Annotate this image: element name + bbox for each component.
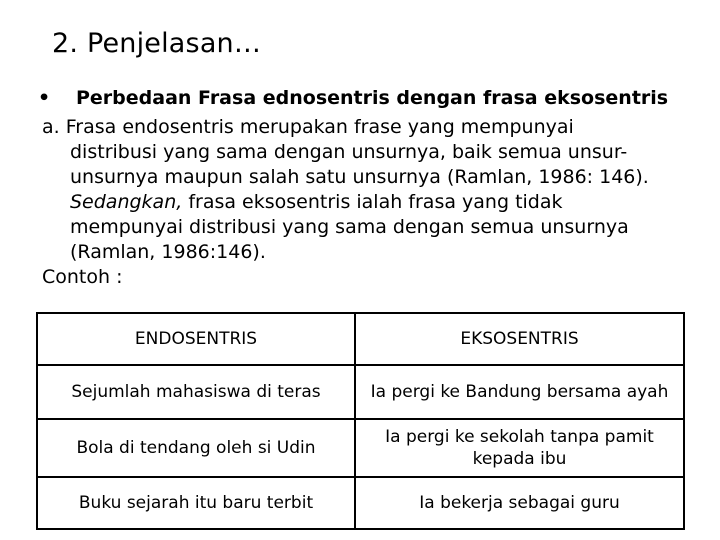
bullet-heading — [32, 86, 692, 111]
table-header-cell: EKSOSENTRIS — [355, 313, 684, 365]
paragraph-line-2: distribusi yang sama dengan unsurnya, baik semua unsur- — [70, 141, 628, 163]
paragraph-line-4 — [32, 190, 692, 215]
table-row — [37, 365, 684, 419]
paragraph-line-3: unsurnya maupun salah satu unsurnya (Ramlan, 1986: 146). — [70, 166, 649, 188]
table-cell: Buku sejarah itu baru terbit — [37, 477, 355, 529]
slide-title: 2. Penjelasan… — [52, 28, 262, 59]
definition-paragraph — [32, 115, 692, 290]
paragraph-line-6: (Ramlan, 1986:146). — [70, 241, 266, 263]
table-header-cell: ENDOSENTRIS — [37, 313, 355, 365]
paragraph-line-4-rest: frasa eksosentris ialah frasa yang tidak — [182, 191, 563, 213]
table-cell: Bola di tendang oleh si Udin — [37, 419, 355, 477]
bullet-icon: • — [38, 87, 51, 109]
table-header-row — [37, 313, 684, 365]
table-row — [37, 419, 684, 477]
paragraph-marker: a. — [42, 116, 60, 138]
paragraph-line-1-text: Frasa endosentris merupakan frase yang mempunyai — [65, 116, 574, 138]
paragraph-line-4-italic: Sedangkan, — [70, 191, 183, 213]
table-row — [37, 477, 684, 529]
table-cell: Sejumlah mahasiswa di teras — [37, 365, 355, 419]
paragraph-line-1 — [32, 115, 692, 140]
body-text — [32, 86, 692, 290]
example-label: Contoh : — [42, 266, 123, 288]
bullet-text: Perbedaan Frasa ednosentris dengan frasa eksosentris — [76, 87, 669, 109]
comparison-table — [36, 312, 685, 530]
paragraph-line-5: mempunyai distribusi yang sama dengan semua unsurnya — [70, 216, 629, 238]
table-cell: Ia bekerja sebagai guru — [355, 477, 684, 529]
table-cell: Ia pergi ke Bandung bersama ayah — [355, 365, 684, 419]
table-cell: Ia pergi ke sekolah tanpa pamit kepada ibu — [355, 419, 684, 477]
